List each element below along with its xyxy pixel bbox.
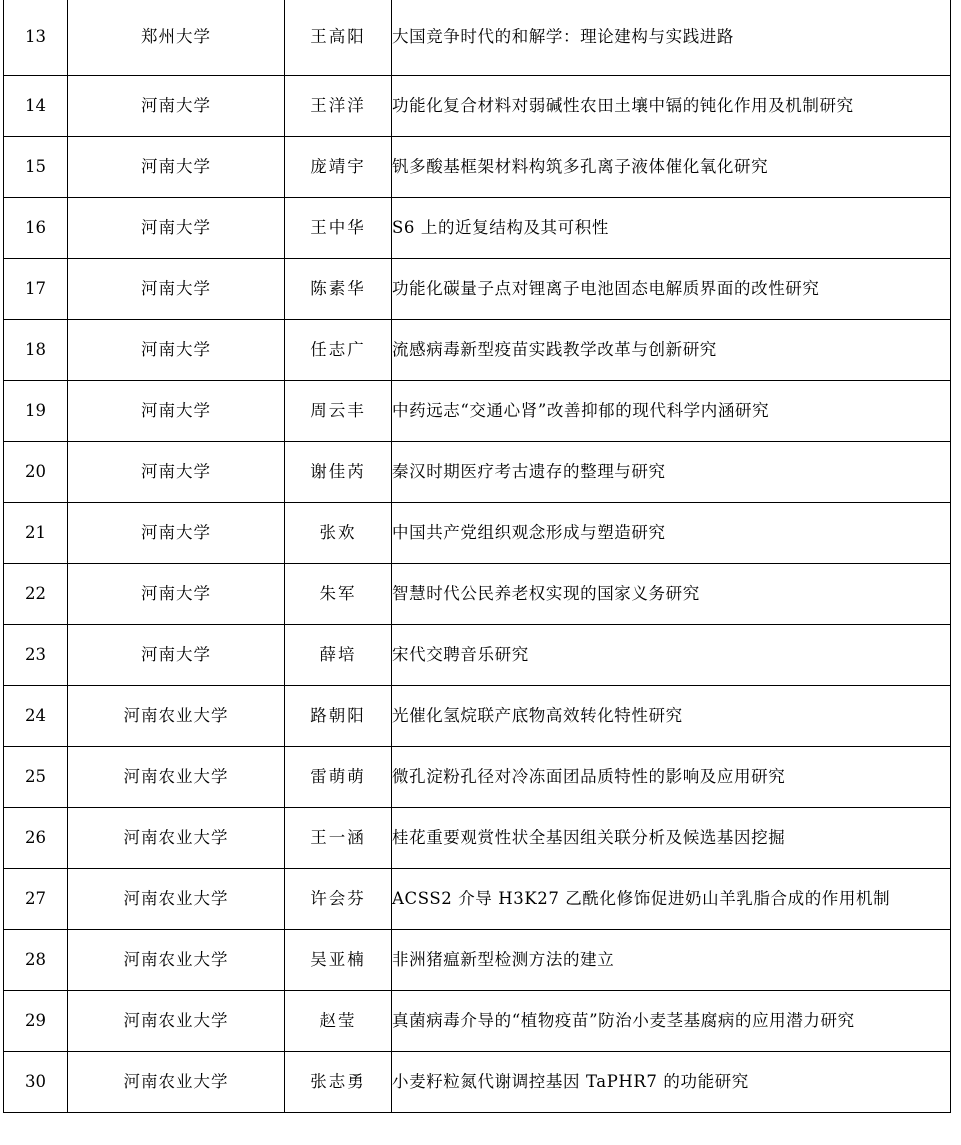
university-cell: 河南农业大学 (68, 808, 285, 869)
table-row (4, 381, 951, 442)
researcher-name-cell: 雷萌萌 (285, 747, 392, 808)
table-row (4, 198, 951, 259)
researcher-name-cell: 许会芬 (285, 869, 392, 930)
researcher-name-cell: 庞靖宇 (285, 137, 392, 198)
project-title-cell: 流感病毒新型疫苗实践教学改革与创新研究 (392, 320, 951, 381)
table-row (4, 137, 951, 198)
table-row (4, 625, 951, 686)
row-number: 14 (4, 76, 68, 137)
row-number: 15 (4, 137, 68, 198)
researcher-name-cell: 陈素华 (285, 259, 392, 320)
university-cell: 河南农业大学 (68, 686, 285, 747)
researcher-name-cell: 谢佳芮 (285, 442, 392, 503)
table-row (4, 686, 951, 747)
university-cell: 河南农业大学 (68, 991, 285, 1052)
university-cell: 河南农业大学 (68, 869, 285, 930)
row-number: 22 (4, 564, 68, 625)
researcher-name-cell: 吴亚楠 (285, 930, 392, 991)
university-cell: 河南大学 (68, 503, 285, 564)
university-cell: 河南大学 (68, 442, 285, 503)
researcher-name-cell: 王高阳 (285, 0, 392, 76)
row-number: 26 (4, 808, 68, 869)
university-cell: 河南大学 (68, 381, 285, 442)
researcher-name-cell: 路朝阳 (285, 686, 392, 747)
table-row (4, 320, 951, 381)
project-title-cell: 非洲猪瘟新型检测方法的建立 (392, 930, 951, 991)
row-number: 17 (4, 259, 68, 320)
project-title-cell: 中药远志“交通心肾”改善抑郁的现代科学内涵研究 (392, 381, 951, 442)
project-title-cell: 钒多酸基框架材料构筑多孔离子液体催化氧化研究 (392, 137, 951, 198)
project-title-cell: 光催化氢烷联产底物高效转化特性研究 (392, 686, 951, 747)
project-title-cell: 真菌病毒介导的“植物疫苗”防治小麦茎基腐病的应用潜力研究 (392, 991, 951, 1052)
researcher-name-cell: 王中华 (285, 198, 392, 259)
researcher-name-cell: 周云丰 (285, 381, 392, 442)
university-cell: 河南大学 (68, 259, 285, 320)
project-title-cell: 小麦籽粒氮代谢调控基因 TaPHR7 的功能研究 (392, 1052, 951, 1113)
table-row (4, 564, 951, 625)
project-title-cell: ACSS2 介导 H3K27 乙酰化修饰促进奶山羊乳脂合成的作用机制 (392, 869, 951, 930)
project-title-cell: 大国竞争时代的和解学：理论建构与实践进路 (392, 0, 951, 76)
table-row (4, 76, 951, 137)
researcher-name-cell: 张欢 (285, 503, 392, 564)
table-row (4, 259, 951, 320)
researcher-name-cell: 赵莹 (285, 991, 392, 1052)
project-title-cell: 智慧时代公民养老权实现的国家义务研究 (392, 564, 951, 625)
researcher-name-cell: 王一涵 (285, 808, 392, 869)
table-row (4, 1052, 951, 1113)
row-number: 23 (4, 625, 68, 686)
researcher-name-cell: 朱军 (285, 564, 392, 625)
row-number: 18 (4, 320, 68, 381)
document-page (3, 0, 949, 1126)
project-title-cell: 微孔淀粉孔径对冷冻面团品质特性的影响及应用研究 (392, 747, 951, 808)
row-number: 29 (4, 991, 68, 1052)
university-cell: 河南大学 (68, 625, 285, 686)
university-cell: 河南大学 (68, 76, 285, 137)
university-cell: 郑州大学 (68, 0, 285, 76)
university-cell: 河南大学 (68, 320, 285, 381)
project-title-cell: S6 上的近复结构及其可积性 (392, 198, 951, 259)
university-cell: 河南大学 (68, 564, 285, 625)
row-number: 24 (4, 686, 68, 747)
project-title-cell: 中国共产党组织观念形成与塑造研究 (392, 503, 951, 564)
table-row (4, 747, 951, 808)
row-number: 21 (4, 503, 68, 564)
university-cell: 河南大学 (68, 137, 285, 198)
researcher-name-cell: 薛培 (285, 625, 392, 686)
university-cell: 河南农业大学 (68, 1052, 285, 1113)
row-number: 19 (4, 381, 68, 442)
university-cell: 河南大学 (68, 198, 285, 259)
project-title-cell: 桂花重要观赏性状全基因组关联分析及候选基因挖掘 (392, 808, 951, 869)
row-number: 27 (4, 869, 68, 930)
row-number: 13 (4, 0, 68, 76)
researcher-name-cell: 王洋洋 (285, 76, 392, 137)
project-title-cell: 秦汉时期医疗考古遗存的整理与研究 (392, 442, 951, 503)
university-cell: 河南农业大学 (68, 930, 285, 991)
table-row (4, 869, 951, 930)
table-row (4, 442, 951, 503)
project-list-table (3, 0, 951, 1113)
row-number: 28 (4, 930, 68, 991)
researcher-name-cell: 任志广 (285, 320, 392, 381)
row-number: 16 (4, 198, 68, 259)
row-number: 20 (4, 442, 68, 503)
row-number: 30 (4, 1052, 68, 1113)
table-row (4, 991, 951, 1052)
university-cell: 河南农业大学 (68, 747, 285, 808)
researcher-name-cell: 张志勇 (285, 1052, 392, 1113)
row-number: 25 (4, 747, 68, 808)
table-row (4, 503, 951, 564)
table-row (4, 0, 951, 76)
project-title-cell: 功能化复合材料对弱碱性农田土壤中镉的钝化作用及机制研究 (392, 76, 951, 137)
table-row (4, 808, 951, 869)
table-row (4, 930, 951, 991)
project-title-cell: 宋代交聘音乐研究 (392, 625, 951, 686)
table-body (4, 0, 951, 1113)
project-title-cell: 功能化碳量子点对锂离子电池固态电解质界面的改性研究 (392, 259, 951, 320)
